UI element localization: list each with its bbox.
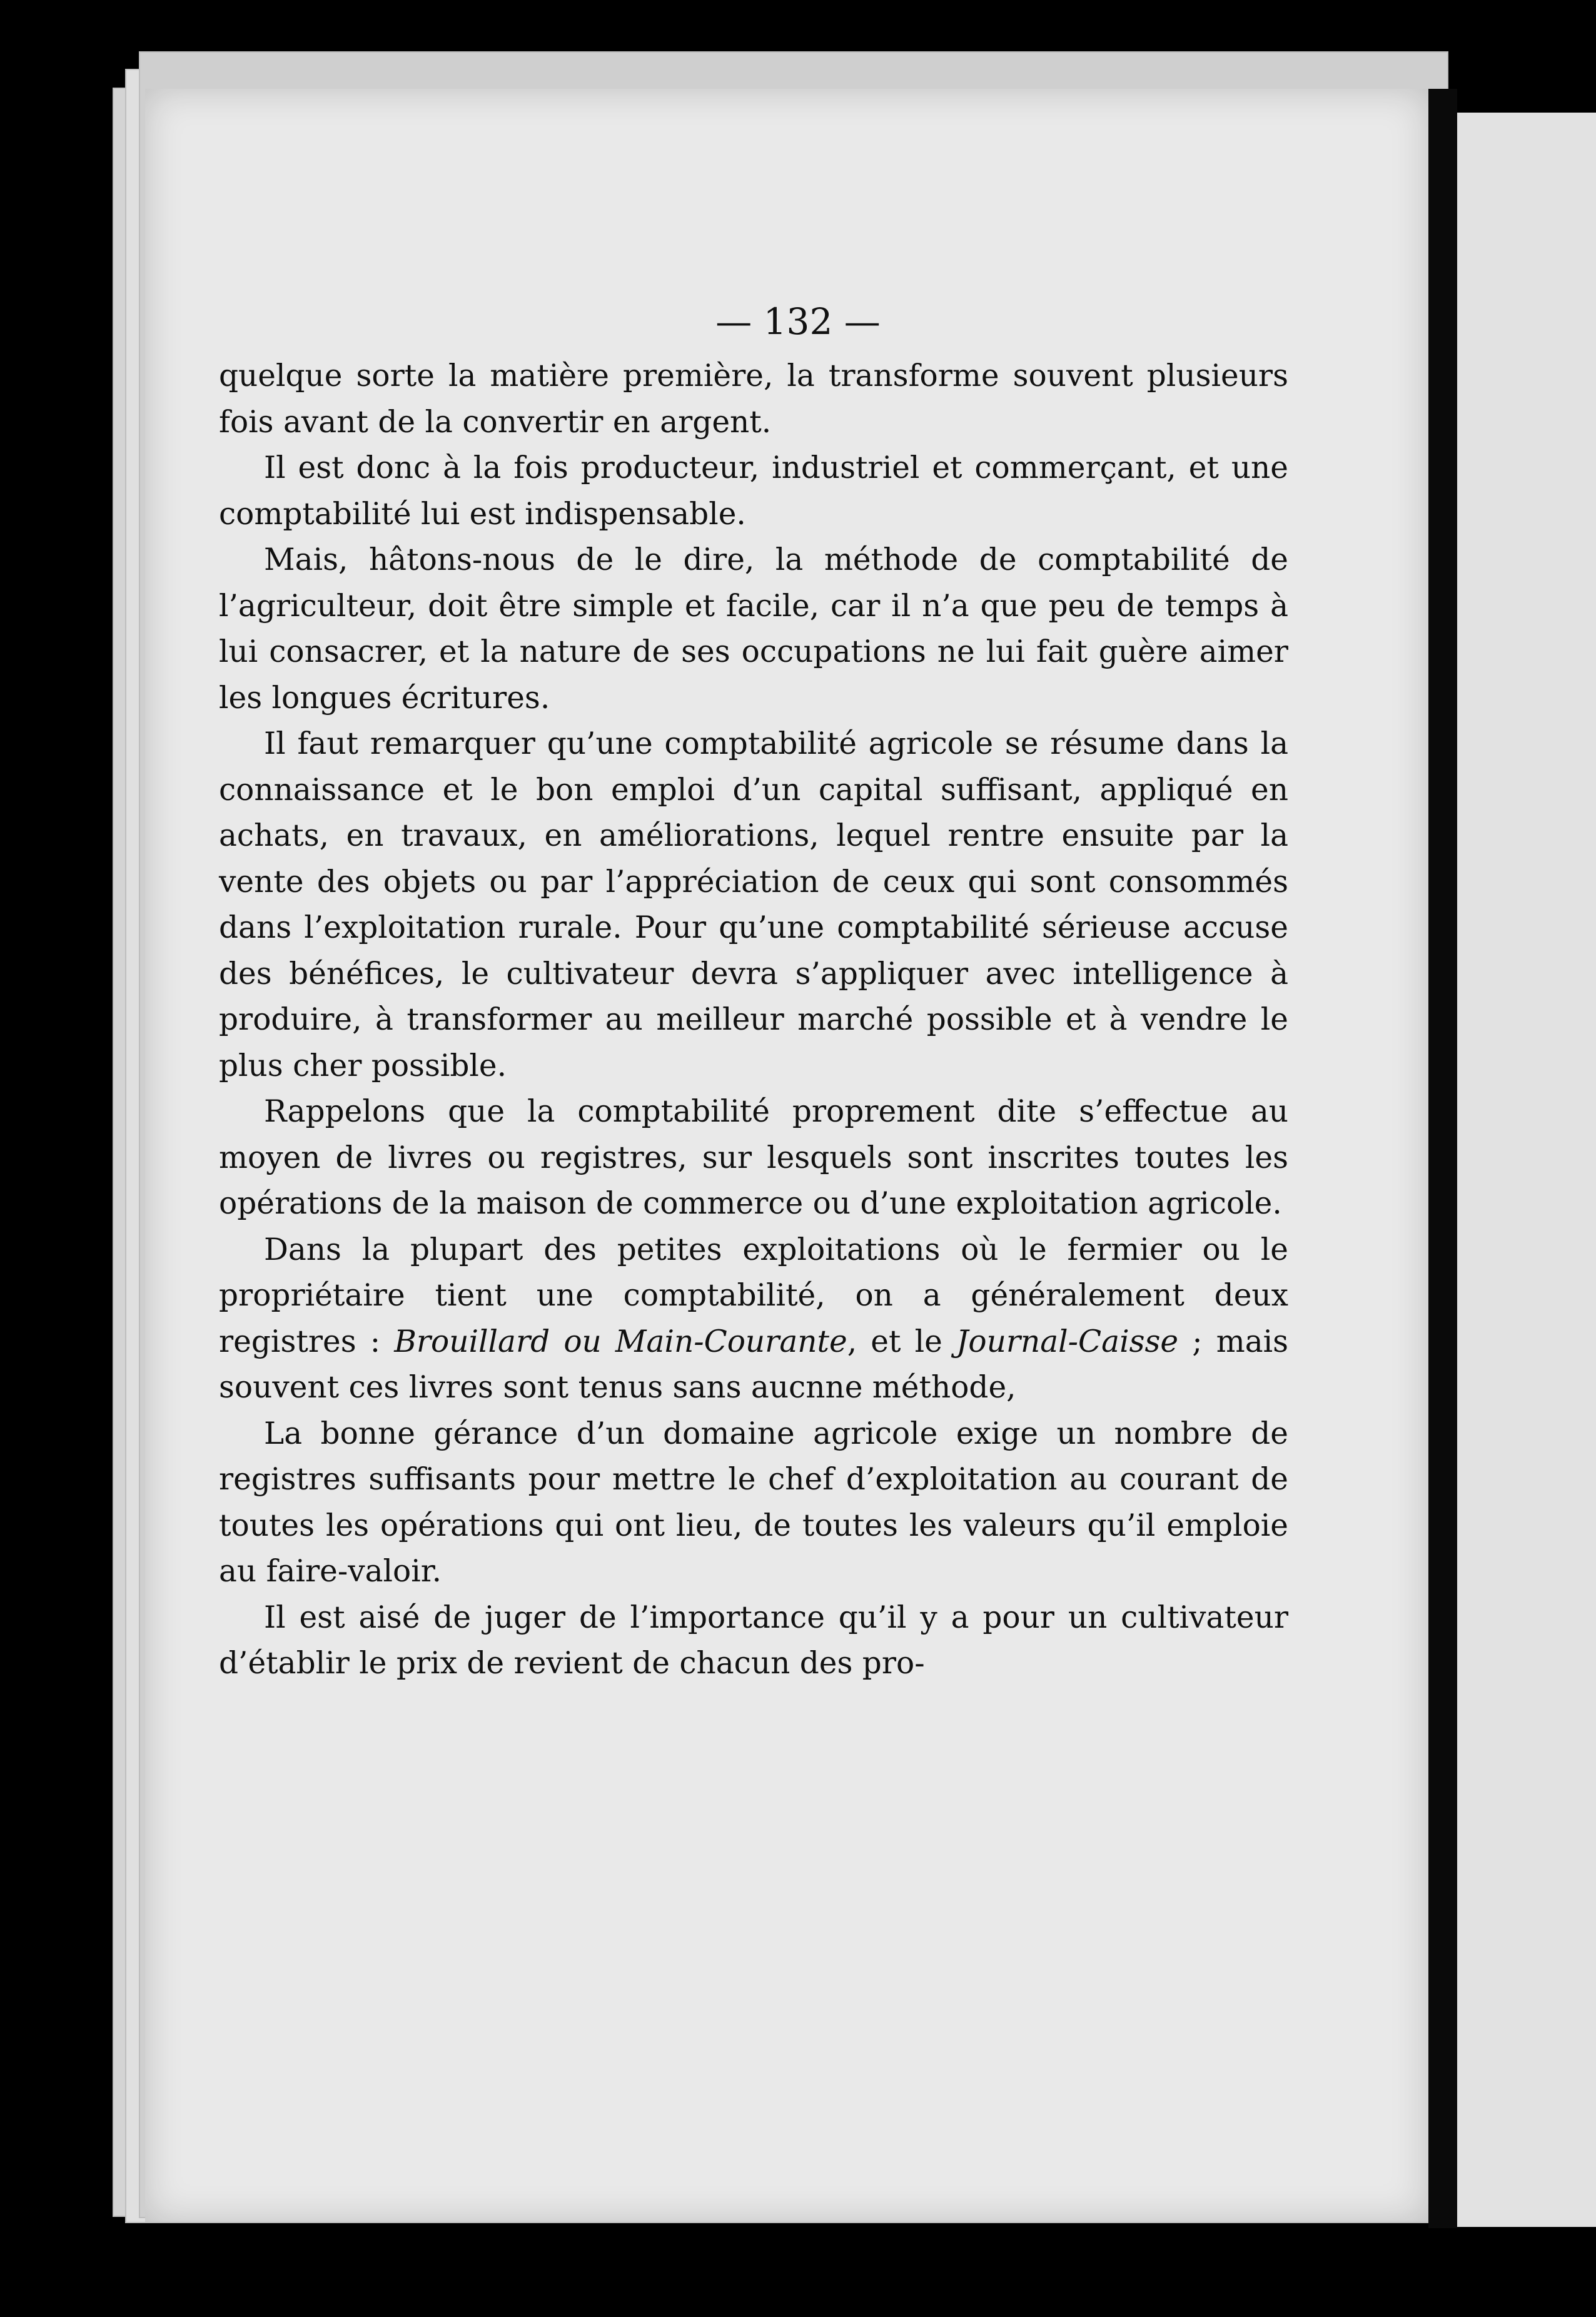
page-number: — 132 —: [715, 300, 881, 343]
text-segment: La bonne gérance d’un domaine agricole exige un nombre de registres suffisants pour mettre le chef d’exploitation au courant de toutes les opérations qui ont lieu, de toutes les valeurs qu’il emploie au faire-valoir.: [219, 1416, 1288, 1589]
facing-page-edge: [1457, 113, 1596, 2227]
book-gutter: [1428, 89, 1457, 2228]
paragraph: [219, 1089, 1288, 1227]
text-segment: Rappelons que la comptabilité proprement dite s’effectue au moyen de livres ou registres, sur lesquels sont inscrites toutes les opérations de la maison de commerce ou d’une exploitation agricole.: [219, 1094, 1288, 1221]
paragraph: [219, 1227, 1288, 1411]
paragraph: [219, 353, 1288, 445]
italic-text: Brouillard ou Main-Courante: [394, 1324, 847, 1359]
text-segment: Il est aisé de juger de l’importance qu’il y a pour un cultivateur d’établir le prix de revient de chacun des pro-: [219, 1600, 1288, 1681]
paragraph: [219, 537, 1288, 721]
text-segment: ; mais souvent ces livres sont tenus sans aucnne méthode,: [219, 1324, 1289, 1405]
paragraph: [219, 1411, 1288, 1595]
paragraph: [219, 721, 1288, 1089]
text-segment: quelque sorte la matière première, la transforme souvent plusieurs fois avant de la convertir en argent.: [219, 358, 1288, 440]
text-segment: Il faut remarquer qu’une comptabilité agricole se résume dans la connaissance et le bon emploi d’un capital suffisant, appliqué en achats, en travaux, en améliorations, lequel rentre ensuite par la vente des objets ou par l’appréciation de ceux qui sont consommés dans l’exploitation rurale. Pour qu’une comptabilité sérieuse accuse des bénéfices, le cultivateur devra s’appliquer avec intelligence à produire, à transformer au meilleur marché possible et à vendre le plus cher possible.: [219, 726, 1288, 1083]
text-segment: Il est donc à la fois producteur, industriel et commerçant, et une comptabilité lui est indispensable.: [219, 450, 1288, 532]
italic-text: Journal-Caisse: [956, 1324, 1179, 1359]
paragraph: [219, 445, 1288, 537]
text-segment: Dans la plupart des petites exploitations où le fermier ou le propriétaire tient une comptabilité, on a généralement deux registres :: [219, 1232, 1288, 1359]
paragraph: [219, 1595, 1288, 1687]
text-segment: Mais, hâtons-nous de le dire, la méthode de comptabilité de l’agriculteur, doit être simple et facile, car il n’a que peu de temps à lui consacrer, et la nature de ses occupations ne lui fait guère aimer les longues écritures.: [219, 542, 1288, 716]
page-body-text: [219, 353, 1288, 1687]
text-segment: , et le: [847, 1324, 956, 1359]
